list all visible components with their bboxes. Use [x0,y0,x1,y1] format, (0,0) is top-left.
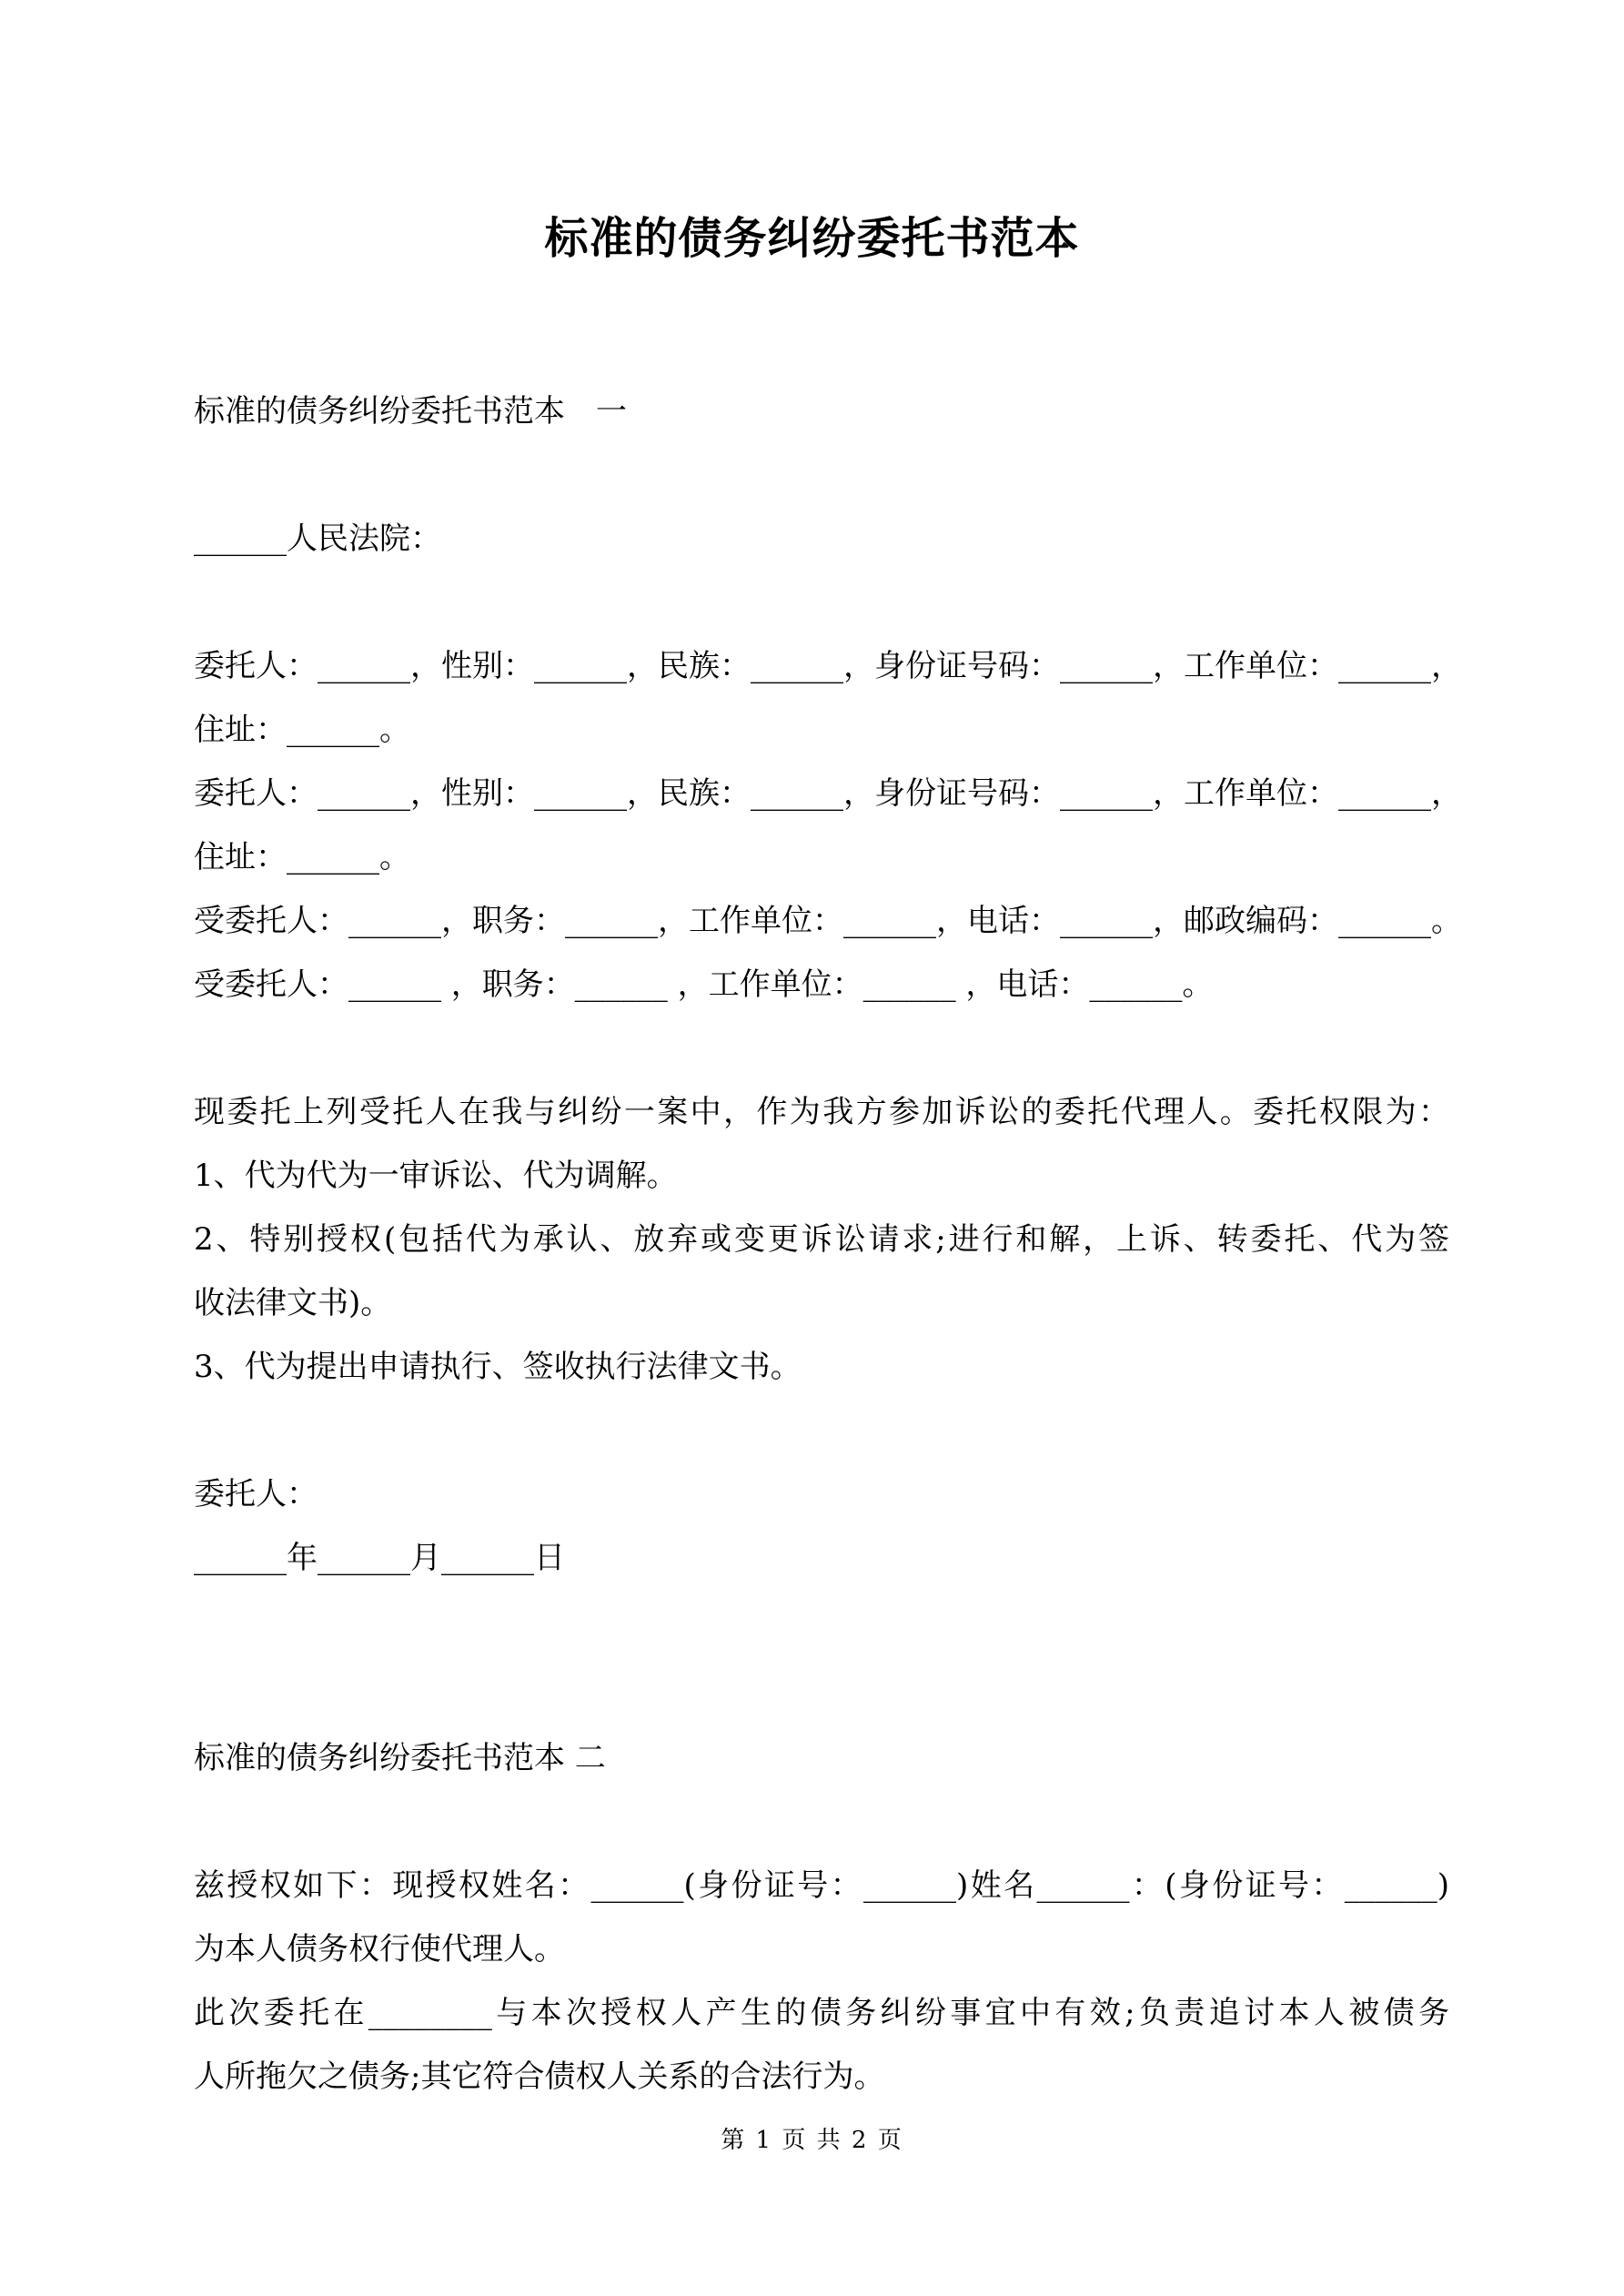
authority-line: 现委托上列受托人在我与纠纷一案中，作为我方参加诉讼的委托代理人。委托权限为： [194,1094,1449,1130]
authority-line: 收法律文书)。 [194,1285,392,1321]
page-footer: 第 1 页 共 2 页 [721,2127,903,2154]
body-line: 为本人债务权行使代理人。 [194,1931,565,1967]
authority-line: 1、代为代为一审诉讼、代为调解。 [194,1158,678,1194]
body-line: 人所拖欠之债务;其它符合债权人关系的合法行为。 [194,2058,885,2095]
party-line: 受委托人：______ ，职务：______ ，工作单位：______ ，电话：______。 [194,966,1214,1003]
body-line: 此次委托在________与本次授权人产生的债务纠纷事宜中有效;负责追讨本人被债务 [194,1995,1449,2031]
signature-date: ______年______月______日 [194,1540,565,1576]
party-line: 委托人：______，性别：______，民族：______，身份证号码：______，工作单位：______， [194,775,1462,812]
party-line: 住址：______。 [194,839,410,875]
addressee: ______人民法院： [194,521,441,557]
party-line: 受委托人：______，职务：______，工作单位：______，电话：______，邮政编码：______。 [194,903,1462,939]
document-title: 标准的债务纠纷委托书范本 [544,213,1080,264]
section-heading: 标准的债务纠纷委托书范本 一 [194,393,627,430]
authority-line: 3、代为提出申请执行、签收执行法律文书。 [194,1349,802,1385]
party-line: 住址：______。 [194,712,410,748]
section-heading: 标准的债务纠纷委托书范本 二 [194,1740,606,1776]
body-line: 兹授权如下：现授权姓名：______(身份证号：______)姓名______：(身份证号：______) [194,1867,1449,1904]
party-line: 委托人：______，性别：______，民族：______，身份证号码：______，工作单位：______， [194,648,1462,684]
signature-label: 委托人： [194,1476,318,1512]
authority-line: 2、特别授权(包括代为承认、放弃或变更诉讼请求;进行和解，上诉、转委托、代为签 [194,1221,1449,1258]
